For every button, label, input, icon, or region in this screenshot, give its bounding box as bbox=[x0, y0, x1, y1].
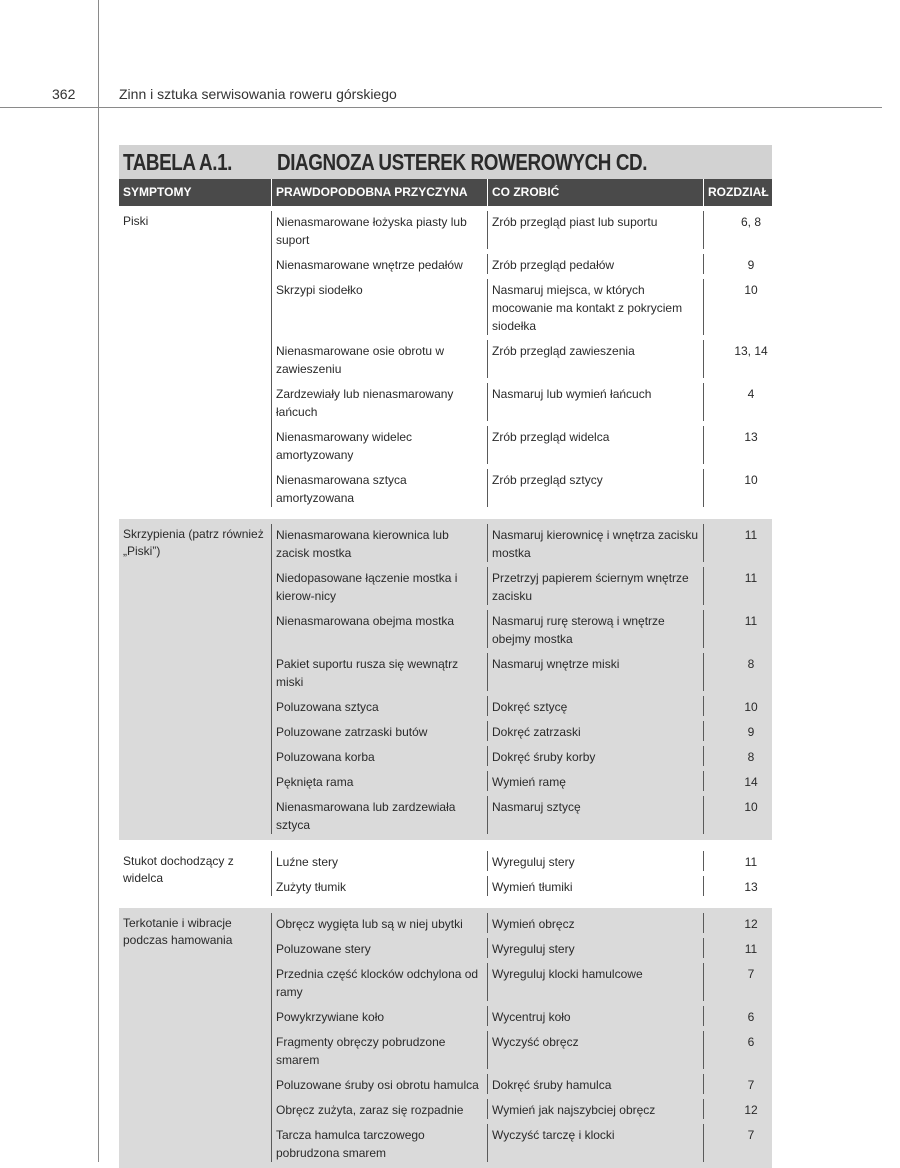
table-row bbox=[272, 340, 772, 378]
table-row bbox=[272, 211, 772, 249]
fix-cell: Nasmaruj sztycę bbox=[488, 796, 704, 834]
cause-cell: Zardzewiały lub nienasmarowany łańcuch bbox=[272, 383, 488, 421]
cause-rows bbox=[272, 913, 772, 1162]
cause-cell: Powykrzywiane koło bbox=[272, 1006, 488, 1026]
fix-cell: Nasmaruj kierownicę i wnętrza zacisku mostka bbox=[488, 524, 704, 562]
chapter-cell: 11 bbox=[744, 614, 758, 628]
cause-cell: Przednia część klocków odchylona od ramy bbox=[272, 963, 488, 1001]
chapter-cell: 11 bbox=[744, 855, 758, 869]
cause-cell: Niedopasowane łączenie mostka i kierow-nicy bbox=[272, 567, 488, 605]
fix-cell: Zrób przegląd pedałów bbox=[488, 254, 704, 274]
chapter-cell: 9 bbox=[747, 258, 755, 272]
fix-cell: Wyreguluj stery bbox=[488, 938, 704, 958]
symptom-group bbox=[119, 513, 772, 840]
symptom-group bbox=[119, 840, 772, 902]
cause-cell: Obręcz wygięta lub są w niej ubytki bbox=[272, 913, 488, 933]
fix-cell: Dokręć sztycę bbox=[488, 696, 704, 716]
fix-cell: Wymień ramę bbox=[488, 771, 704, 791]
table-row bbox=[272, 796, 772, 834]
table-row bbox=[272, 524, 772, 562]
table-row bbox=[272, 851, 772, 871]
cause-cell: Nienasmarowane łożyska piasty lub suport bbox=[272, 211, 488, 249]
cause-cell: Skrzypi siodełko bbox=[272, 279, 488, 335]
fix-cell: Wyreguluj klocki hamulcowe bbox=[488, 963, 704, 1001]
cause-cell: Nienasmarowana kierownica lub zacisk mostka bbox=[272, 524, 488, 562]
symptom-cell: Piski bbox=[119, 211, 272, 507]
chapter-cell: 14 bbox=[744, 775, 758, 789]
table-row bbox=[272, 746, 772, 766]
chapter-cell: 6, 8 bbox=[740, 215, 761, 229]
cause-cell: Nienasmarowana lub zardzewiała sztyca bbox=[272, 796, 488, 834]
cause-cell: Nienasmarowany widelec amortyzowany bbox=[272, 426, 488, 464]
cause-cell: Nienasmarowane wnętrze pedałów bbox=[272, 254, 488, 274]
fix-cell: Zrób przegląd piast lub suportu bbox=[488, 211, 704, 249]
table-row bbox=[272, 279, 772, 335]
fix-cell: Nasmaruj rurę sterową i wnętrze obejmy mostka bbox=[488, 610, 704, 648]
table-body bbox=[119, 206, 772, 1168]
chapter-cell: 11 bbox=[744, 942, 758, 956]
fix-cell: Wymień obręcz bbox=[488, 913, 704, 933]
chapter-cell: 12 bbox=[744, 917, 758, 931]
cause-rows bbox=[272, 524, 772, 834]
fix-cell: Dokręć śruby hamulca bbox=[488, 1074, 704, 1094]
cause-cell: Poluzowana korba bbox=[272, 746, 488, 766]
page-number: 362 bbox=[52, 86, 76, 102]
fix-cell: Wymień jak najszybciej obręcz bbox=[488, 1099, 704, 1119]
fix-cell: Wyreguluj stery bbox=[488, 851, 704, 871]
table-row bbox=[272, 383, 772, 421]
cause-cell: Tarcza hamulca tarczowego pobrudzona smarem bbox=[272, 1124, 488, 1162]
chapter-cell: 12 bbox=[744, 1103, 758, 1117]
chapter-cell: 10 bbox=[744, 283, 758, 297]
chapter-cell: 8 bbox=[747, 657, 755, 671]
chapter-cell: 10 bbox=[744, 473, 758, 487]
fix-cell: Wyczyść obręcz bbox=[488, 1031, 704, 1069]
fix-cell: Dokręć zatrzaski bbox=[488, 721, 704, 741]
chapter-cell: 13 bbox=[744, 430, 758, 444]
table-row bbox=[272, 721, 772, 741]
cause-cell: Zużyty tłumik bbox=[272, 876, 488, 896]
chapter-cell: 11 bbox=[744, 571, 758, 585]
chapter-cell: 11 bbox=[744, 528, 758, 542]
table-row bbox=[272, 610, 772, 648]
chapter-cell: 13, 14 bbox=[734, 344, 768, 358]
chapter-cell: 13 bbox=[744, 880, 758, 894]
symptom-cell: Terkotanie i wibracje podczas hamowania bbox=[119, 913, 272, 1162]
fix-cell: Zrób przegląd zawieszenia bbox=[488, 340, 704, 378]
table-row bbox=[272, 567, 772, 605]
column-header-symptoms: SYMPTOMY bbox=[119, 179, 272, 206]
cause-cell: Nienasmarowana sztyca amortyzowana bbox=[272, 469, 488, 507]
cause-cell: Fragmenty obręczy pobrudzone smarem bbox=[272, 1031, 488, 1069]
table-row bbox=[272, 1031, 772, 1069]
cause-rows bbox=[272, 851, 772, 896]
chapter-cell: 7 bbox=[747, 967, 755, 981]
fix-cell: Nasmaruj miejsca, w których mocowanie ma kontakt z pokryciem siodełka bbox=[488, 279, 704, 335]
cause-cell: Poluzowana sztyca bbox=[272, 696, 488, 716]
fix-cell: Przetrzyj papierem ściernym wnętrze zacisku bbox=[488, 567, 704, 605]
table-row bbox=[272, 469, 772, 507]
header-horizontal-rule bbox=[0, 107, 882, 108]
column-header-fix: CO ZROBIĆ bbox=[488, 179, 704, 206]
table-title: DIAGNOZA USTEREK ROWEROWYCH CD. bbox=[277, 149, 648, 175]
table-row bbox=[272, 1124, 772, 1162]
table-row bbox=[272, 1074, 772, 1094]
fix-cell: Zrób przegląd sztycy bbox=[488, 469, 704, 507]
column-header-chapter: ROZDZIAŁ bbox=[708, 185, 769, 199]
cause-cell: Pakiet suportu rusza się wewnątrz miski bbox=[272, 653, 488, 691]
chapter-cell: 9 bbox=[747, 725, 755, 739]
fix-cell: Dokręć śruby korby bbox=[488, 746, 704, 766]
fix-cell: Nasmaruj wnętrze miski bbox=[488, 653, 704, 691]
fix-cell: Wymień tłumiki bbox=[488, 876, 704, 896]
diagnosis-table bbox=[119, 145, 772, 1168]
fix-cell: Wyczyść tarczę i klocki bbox=[488, 1124, 704, 1162]
cause-cell: Luźne stery bbox=[272, 851, 488, 871]
chapter-cell: 8 bbox=[747, 750, 755, 764]
table-row bbox=[272, 254, 772, 274]
table-row bbox=[272, 876, 772, 896]
symptom-cell: Stukot dochodzący z widelca bbox=[119, 851, 272, 896]
symptom-cell: Skrzypienia (patrz również „Piski”) bbox=[119, 524, 272, 834]
chapter-cell: 10 bbox=[744, 700, 758, 714]
table-row bbox=[272, 771, 772, 791]
margin-vertical-rule bbox=[98, 0, 99, 1162]
table-title-bar bbox=[119, 145, 772, 179]
fix-cell: Zrób przegląd widelca bbox=[488, 426, 704, 464]
symptom-group bbox=[119, 206, 772, 513]
chapter-cell: 10 bbox=[744, 800, 758, 814]
fix-cell: Nasmaruj lub wymień łańcuch bbox=[488, 383, 704, 421]
table-row bbox=[272, 1099, 772, 1119]
chapter-cell: 6 bbox=[747, 1010, 755, 1024]
table-row bbox=[272, 938, 772, 958]
chapter-cell: 6 bbox=[747, 1035, 755, 1049]
column-header-cause: PRAWDOPODOBNA PRZYCZYNA bbox=[272, 179, 488, 206]
fix-cell: Wycentruj koło bbox=[488, 1006, 704, 1026]
cause-cell: Nienasmarowana obejma mostka bbox=[272, 610, 488, 648]
chapter-cell: 7 bbox=[747, 1128, 755, 1142]
table-row bbox=[272, 696, 772, 716]
table-row bbox=[272, 1006, 772, 1026]
cause-cell: Pęknięta rama bbox=[272, 771, 488, 791]
cause-rows bbox=[272, 211, 772, 507]
chapter-cell: 7 bbox=[747, 1078, 755, 1092]
cause-cell: Obręcz zużyta, zaraz się rozpadnie bbox=[272, 1099, 488, 1119]
chapter-cell: 4 bbox=[747, 387, 755, 401]
table-row bbox=[272, 963, 772, 1001]
cause-cell: Poluzowane stery bbox=[272, 938, 488, 958]
table-header-row bbox=[119, 179, 772, 206]
table-row bbox=[272, 913, 772, 933]
running-title: Zinn i sztuka serwisowania roweru górskiego bbox=[119, 86, 397, 102]
symptom-group bbox=[119, 902, 772, 1168]
cause-cell: Poluzowane śruby osi obrotu hamulca bbox=[272, 1074, 488, 1094]
table-label: TABELA A.1. bbox=[123, 149, 233, 175]
table-row bbox=[272, 653, 772, 691]
cause-cell: Poluzowane zatrzaski butów bbox=[272, 721, 488, 741]
table-row bbox=[272, 426, 772, 464]
cause-cell: Nienasmarowane osie obrotu w zawieszeniu bbox=[272, 340, 488, 378]
